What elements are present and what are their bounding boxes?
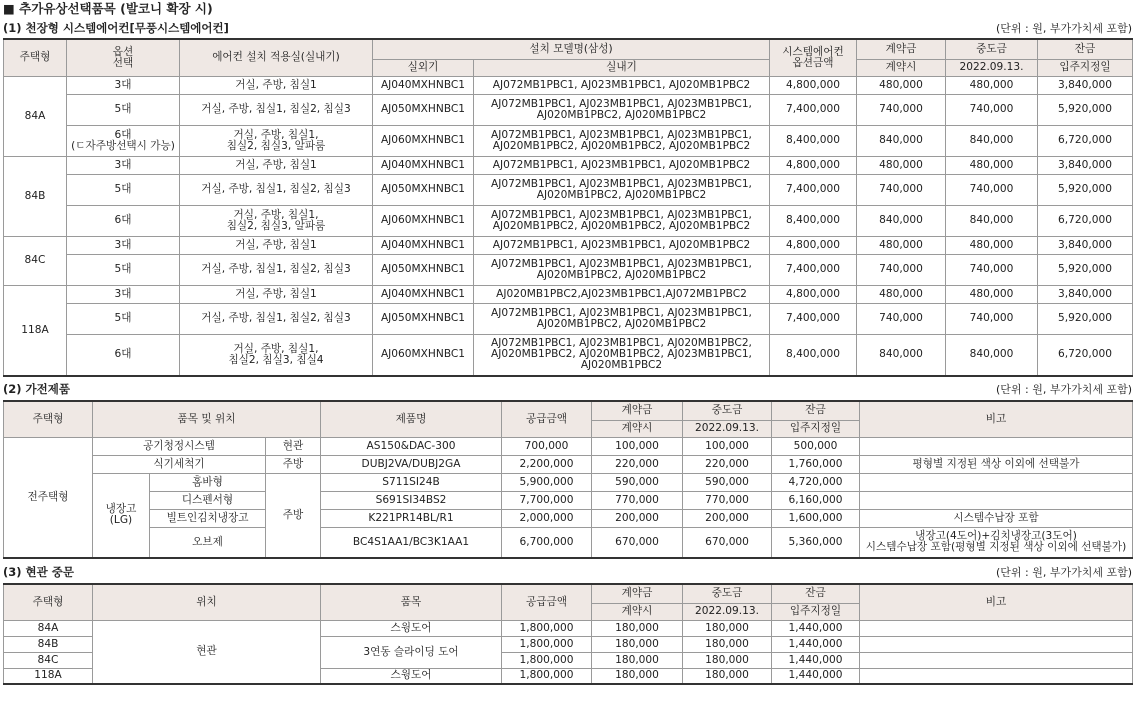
aircon-header-middle: 중도금 (946, 39, 1038, 59)
house-type-cell: 84B (4, 156, 67, 236)
middle-cell: 180,000 (683, 668, 772, 684)
option-cell: 3대 (67, 76, 180, 94)
aircon-header-middle-sub: 2022.09.13. (946, 59, 1038, 76)
balance-cell: 1,440,000 (772, 668, 860, 684)
middle-cell: 840,000 (946, 205, 1038, 236)
door-header-deposit-sub: 계약시 (592, 603, 683, 620)
option-cell: 5대 (67, 174, 180, 205)
appliance-header-note: 비고 (860, 401, 1133, 437)
table-row (4, 303, 1133, 334)
appliance-table (3, 400, 1133, 559)
aircon-title: (1) 천장형 시스템에어컨[무풍시스템에어컨] (3, 21, 229, 35)
balance-cell: 1,760,000 (772, 455, 860, 473)
supply-cell: 6,700,000 (502, 527, 592, 558)
balance-cell: 3,840,000 (1038, 156, 1133, 174)
appliance-section-header (3, 377, 1132, 400)
balance-cell: 4,720,000 (772, 473, 860, 491)
indoor-model-cell: AJ072MB1PBC1, AJ023MB1PBC1, AJ023MB1PBC1, AJ020MB1PBC2, AJ020MB1PBC2 (474, 174, 770, 205)
note-cell: 평형별 지정된 색상 이외에 선택불가 (860, 455, 1133, 473)
indoor-model-cell: AJ072MB1PBC1, AJ023MB1PBC1, AJ020MB1PBC2, AJ020MB1PBC2, AJ020MB1PBC2, AJ023MB1PBC1, AJ020MB1PBC2 (474, 334, 770, 376)
deposit-cell: 480,000 (857, 156, 946, 174)
appliance-header-middle-sub: 2022.09.13. (683, 420, 772, 437)
appliance-header-product: 제품명 (321, 401, 502, 437)
option-cell: 6대 (ㄷ자주방선택시 가능) (67, 125, 180, 156)
table-row (4, 455, 1133, 473)
balance-cell: 5,360,000 (772, 527, 860, 558)
item-cell: 오브제 (150, 527, 266, 558)
balance-cell: 6,720,000 (1038, 125, 1133, 156)
door-header-balance-sub: 입주지정일 (772, 603, 860, 620)
middle-cell: 480,000 (946, 76, 1038, 94)
house-type-cell: 84C (4, 236, 67, 285)
door-header-middle: 중도금 (683, 584, 772, 603)
indoor-model-cell: AJ072MB1PBC1, AJ023MB1PBC1, AJ020MB1PBC2 (474, 76, 770, 94)
item-cell: 빌트인김치냉장고 (150, 509, 266, 527)
middle-cell: 740,000 (946, 174, 1038, 205)
appliance-title: (2) 가전제품 (3, 382, 70, 396)
product-cell: S691SI34BS2 (321, 491, 502, 509)
table-row (4, 437, 1133, 455)
note-cell (860, 473, 1133, 491)
indoor-model-cell: AJ072MB1PBC1, AJ023MB1PBC1, AJ020MB1PBC2 (474, 236, 770, 254)
indoor-model-cell: AJ072MB1PBC1, AJ023MB1PBC1, AJ023MB1PBC1, AJ020MB1PBC2, AJ020MB1PBC2 (474, 94, 770, 125)
table-row (4, 94, 1133, 125)
outdoor-model-cell: AJ050MXHNBC1 (373, 94, 474, 125)
table-row (4, 473, 1133, 491)
door-header-supply: 공급금액 (502, 584, 592, 620)
middle-cell: 840,000 (946, 334, 1038, 376)
deposit-cell: 480,000 (857, 76, 946, 94)
option-cell: 3대 (67, 156, 180, 174)
door-table (3, 583, 1133, 685)
door-title: (3) 현관 중문 (3, 565, 74, 579)
aircon-header-balance-sub: 입주지정일 (1038, 59, 1133, 76)
price-cell: 4,800,000 (770, 285, 857, 303)
table-row (4, 76, 1133, 94)
appliance-header-deposit: 계약금 (592, 401, 683, 420)
aircon-unit-note: (단위 : 원, 부가가치세 포함) (995, 22, 1132, 35)
middle-cell: 670,000 (683, 527, 772, 558)
price-cell: 4,800,000 (770, 76, 857, 94)
product-cell: S711SI24B (321, 473, 502, 491)
door-header-note: 비고 (860, 584, 1133, 620)
location-cell: 주방 (266, 455, 321, 473)
page-title: ■ 추가유상선택품목 (발코니 확장 시) (3, 1, 213, 16)
door-header-location: 위치 (93, 584, 321, 620)
supply-cell: 2,200,000 (502, 455, 592, 473)
middle-cell: 590,000 (683, 473, 772, 491)
house-type-cell: 118A (4, 285, 67, 376)
house-type-cell: 전주택형 (4, 437, 93, 558)
supply-cell: 5,900,000 (502, 473, 592, 491)
table-row (4, 125, 1133, 156)
note-cell: 시스템수납장 포함 (860, 509, 1133, 527)
item-cell: 3연동 슬라이딩 도어 (321, 636, 502, 668)
aircon-header-balance: 잔금 (1038, 39, 1133, 59)
balance-cell: 3,840,000 (1038, 236, 1133, 254)
rooms-cell: 거실, 주방, 침실1, 침실2, 침실3 (180, 174, 373, 205)
aircon-header-deposit-sub: 계약시 (857, 59, 946, 76)
price-cell: 4,800,000 (770, 156, 857, 174)
door-header-deposit: 계약금 (592, 584, 683, 603)
rooms-cell: 거실, 주방, 침실1, 침실2, 침실3, 알파룸 (180, 125, 373, 156)
middle-cell: 480,000 (946, 285, 1038, 303)
supply-cell: 7,700,000 (502, 491, 592, 509)
door-unit-note: (단위 : 원, 부가가치세 포함) (995, 566, 1132, 579)
note-cell (860, 491, 1133, 509)
appliance-header-balance: 잔금 (772, 401, 860, 420)
middle-cell: 480,000 (946, 156, 1038, 174)
middle-cell: 220,000 (683, 455, 772, 473)
rooms-cell: 거실, 주방, 침실1, 침실2, 침실3 (180, 254, 373, 285)
appliance-unit-note: (단위 : 원, 부가가치세 포함) (995, 383, 1132, 396)
price-cell: 8,400,000 (770, 205, 857, 236)
deposit-cell: 180,000 (592, 620, 683, 636)
option-cell: 5대 (67, 254, 180, 285)
rooms-cell: 거실, 주방, 침실1 (180, 76, 373, 94)
middle-cell: 180,000 (683, 652, 772, 668)
appliance-header-middle: 중도금 (683, 401, 772, 420)
door-header-middle-sub: 2022.09.13. (683, 603, 772, 620)
rooms-cell: 거실, 주방, 침실1, 침실2, 침실3, 침실4 (180, 334, 373, 376)
deposit-cell: 740,000 (857, 94, 946, 125)
price-cell: 4,800,000 (770, 236, 857, 254)
outdoor-model-cell: AJ040MXHNBC1 (373, 236, 474, 254)
rooms-cell: 거실, 주방, 침실1, 침실2, 침실3 (180, 94, 373, 125)
table-row (4, 527, 1133, 558)
outdoor-model-cell: AJ050MXHNBC1 (373, 174, 474, 205)
aircon-section-header (3, 17, 1132, 38)
outdoor-model-cell: AJ060MXHNBC1 (373, 125, 474, 156)
house-type-cell: 84A (4, 620, 93, 636)
supply-cell: 1,800,000 (502, 620, 592, 636)
outdoor-model-cell: AJ050MXHNBC1 (373, 254, 474, 285)
supply-cell: 1,800,000 (502, 636, 592, 652)
balance-cell: 1,440,000 (772, 620, 860, 636)
option-cell: 6대 (67, 205, 180, 236)
note-cell (860, 437, 1133, 455)
deposit-cell: 180,000 (592, 668, 683, 684)
appliance-header-deposit-sub: 계약시 (592, 420, 683, 437)
rooms-cell: 거실, 주방, 침실1 (180, 285, 373, 303)
appliance-header-type: 주택형 (4, 401, 93, 437)
rooms-cell: 거실, 주방, 침실1 (180, 156, 373, 174)
indoor-model-cell: AJ072MB1PBC1, AJ023MB1PBC1, AJ023MB1PBC1, AJ020MB1PBC2, AJ020MB1PBC2, AJ020MB1PBC2 (474, 205, 770, 236)
supply-cell: 1,800,000 (502, 652, 592, 668)
deposit-cell: 740,000 (857, 174, 946, 205)
price-cell: 8,400,000 (770, 334, 857, 376)
location-cell: 현관 (266, 437, 321, 455)
deposit-cell: 100,000 (592, 437, 683, 455)
rooms-cell: 거실, 주방, 침실1, 침실2, 침실3 (180, 303, 373, 334)
product-cell: DUBJ2VA/DUBJ2GA (321, 455, 502, 473)
balance-cell: 5,920,000 (1038, 254, 1133, 285)
balance-cell: 1,440,000 (772, 652, 860, 668)
deposit-cell: 180,000 (592, 636, 683, 652)
house-type-cell: 84A (4, 76, 67, 156)
item-cell: 식기세척기 (93, 455, 266, 473)
middle-cell: 200,000 (683, 509, 772, 527)
middle-cell: 840,000 (946, 125, 1038, 156)
balance-cell: 3,840,000 (1038, 76, 1133, 94)
middle-cell: 740,000 (946, 94, 1038, 125)
deposit-cell: 480,000 (857, 285, 946, 303)
price-cell: 8,400,000 (770, 125, 857, 156)
table-row (4, 236, 1133, 254)
deposit-cell: 180,000 (592, 652, 683, 668)
deposit-cell: 670,000 (592, 527, 683, 558)
house-type-cell: 118A (4, 668, 93, 684)
middle-cell: 480,000 (946, 236, 1038, 254)
outdoor-model-cell: AJ050MXHNBC1 (373, 303, 474, 334)
deposit-cell: 840,000 (857, 334, 946, 376)
item-cell: 디스펜서형 (150, 491, 266, 509)
option-cell: 5대 (67, 303, 180, 334)
aircon-table (3, 38, 1133, 377)
deposit-cell: 840,000 (857, 205, 946, 236)
deposit-cell: 480,000 (857, 236, 946, 254)
balance-cell: 6,720,000 (1038, 334, 1133, 376)
note-cell (860, 668, 1133, 684)
note-cell (860, 652, 1133, 668)
outdoor-model-cell: AJ040MXHNBC1 (373, 156, 474, 174)
indoor-model-cell: AJ020MB1PBC2,AJ023MB1PBC1,AJ072MB1PBC2 (474, 285, 770, 303)
outdoor-model-cell: AJ060MXHNBC1 (373, 334, 474, 376)
item-cell: 공기청정시스템 (93, 437, 266, 455)
indoor-model-cell: AJ072MB1PBC1, AJ023MB1PBC1, AJ023MB1PBC1, AJ020MB1PBC2, AJ020MB1PBC2, AJ020MB1PBC2 (474, 125, 770, 156)
middle-cell: 180,000 (683, 636, 772, 652)
balance-cell: 5,920,000 (1038, 94, 1133, 125)
item-cell: 홈바형 (150, 473, 266, 491)
rooms-cell: 거실, 주방, 침실1, 침실2, 침실3, 알파룸 (180, 205, 373, 236)
table-row (4, 254, 1133, 285)
item-cell: 스윙도어 (321, 620, 502, 636)
balance-cell: 1,440,000 (772, 636, 860, 652)
outdoor-model-cell: AJ040MXHNBC1 (373, 285, 474, 303)
note-cell (860, 636, 1133, 652)
supply-cell: 1,800,000 (502, 668, 592, 684)
option-cell: 3대 (67, 285, 180, 303)
deposit-cell: 220,000 (592, 455, 683, 473)
option-cell: 3대 (67, 236, 180, 254)
door-header-type: 주택형 (4, 584, 93, 620)
product-cell: BC4S1AA1/BC3K1AA1 (321, 527, 502, 558)
table-row (4, 509, 1133, 527)
supply-cell: 700,000 (502, 437, 592, 455)
option-cell: 5대 (67, 94, 180, 125)
location-cell: 현관 (93, 620, 321, 684)
middle-cell: 770,000 (683, 491, 772, 509)
house-type-cell: 84B (4, 636, 93, 652)
deposit-cell: 840,000 (857, 125, 946, 156)
table-row (4, 620, 1133, 636)
middle-cell: 740,000 (946, 254, 1038, 285)
indoor-model-cell: AJ072MB1PBC1, AJ023MB1PBC1, AJ023MB1PBC1, AJ020MB1PBC2, AJ020MB1PBC2 (474, 254, 770, 285)
outdoor-model-cell: AJ060MXHNBC1 (373, 205, 474, 236)
middle-cell: 740,000 (946, 303, 1038, 334)
price-cell: 7,400,000 (770, 94, 857, 125)
middle-cell: 100,000 (683, 437, 772, 455)
price-cell: 7,400,000 (770, 174, 857, 205)
table-row (4, 334, 1133, 376)
aircon-header-price: 시스템에어컨 옵션금액 (770, 39, 857, 76)
location-cell: 주방 (266, 473, 321, 558)
outdoor-model-cell: AJ040MXHNBC1 (373, 76, 474, 94)
deposit-cell: 770,000 (592, 491, 683, 509)
balance-cell: 1,600,000 (772, 509, 860, 527)
price-cell: 7,400,000 (770, 303, 857, 334)
aircon-header-type: 주택형 (4, 39, 67, 76)
table-row (4, 174, 1133, 205)
aircon-header-deposit: 계약금 (857, 39, 946, 59)
appliance-header-supply: 공급금액 (502, 401, 592, 437)
deposit-cell: 200,000 (592, 509, 683, 527)
balance-cell: 3,840,000 (1038, 285, 1133, 303)
table-row (4, 285, 1133, 303)
balance-cell: 5,920,000 (1038, 303, 1133, 334)
middle-cell: 180,000 (683, 620, 772, 636)
door-header-balance: 잔금 (772, 584, 860, 603)
fridge-label-cell: 냉장고 (LG) (93, 473, 150, 558)
table-row (4, 205, 1133, 236)
option-document (3, 0, 1132, 685)
rooms-cell: 거실, 주방, 침실1 (180, 236, 373, 254)
aircon-header-rooms: 에어컨 설치 적용실(실내기) (180, 39, 373, 76)
indoor-model-cell: AJ072MB1PBC1, AJ023MB1PBC1, AJ020MB1PBC2 (474, 156, 770, 174)
deposit-cell: 590,000 (592, 473, 683, 491)
aircon-header-indoor: 실내기 (474, 59, 770, 76)
door-section-header (3, 559, 1132, 583)
aircon-header-model: 설치 모델명(삼성) (373, 39, 770, 59)
product-cell: AS150&DAC-300 (321, 437, 502, 455)
note-cell: 냉장고(4도어)+김치냉장고(3도어) 시스템수납장 포함(평형별 지정된 색상 이외에 선택불가) (860, 527, 1133, 558)
indoor-model-cell: AJ072MB1PBC1, AJ023MB1PBC1, AJ023MB1PBC1, AJ020MB1PBC2, AJ020MB1PBC2 (474, 303, 770, 334)
balance-cell: 500,000 (772, 437, 860, 455)
house-type-cell: 84C (4, 652, 93, 668)
option-cell: 6대 (67, 334, 180, 376)
appliance-header-balance-sub: 입주지정일 (772, 420, 860, 437)
door-header-item: 품목 (321, 584, 502, 620)
supply-cell: 2,000,000 (502, 509, 592, 527)
deposit-cell: 740,000 (857, 303, 946, 334)
table-row (4, 156, 1133, 174)
appliance-header-item: 품목 및 위치 (93, 401, 321, 437)
note-cell (860, 620, 1133, 636)
aircon-header-option: 옵션 선택 (67, 39, 180, 76)
balance-cell: 6,160,000 (772, 491, 860, 509)
aircon-header-outdoor: 실외기 (373, 59, 474, 76)
table-row (4, 491, 1133, 509)
item-cell: 스윙도어 (321, 668, 502, 684)
price-cell: 7,400,000 (770, 254, 857, 285)
balance-cell: 5,920,000 (1038, 174, 1133, 205)
deposit-cell: 740,000 (857, 254, 946, 285)
product-cell: K221PR14BL/R1 (321, 509, 502, 527)
balance-cell: 6,720,000 (1038, 205, 1133, 236)
